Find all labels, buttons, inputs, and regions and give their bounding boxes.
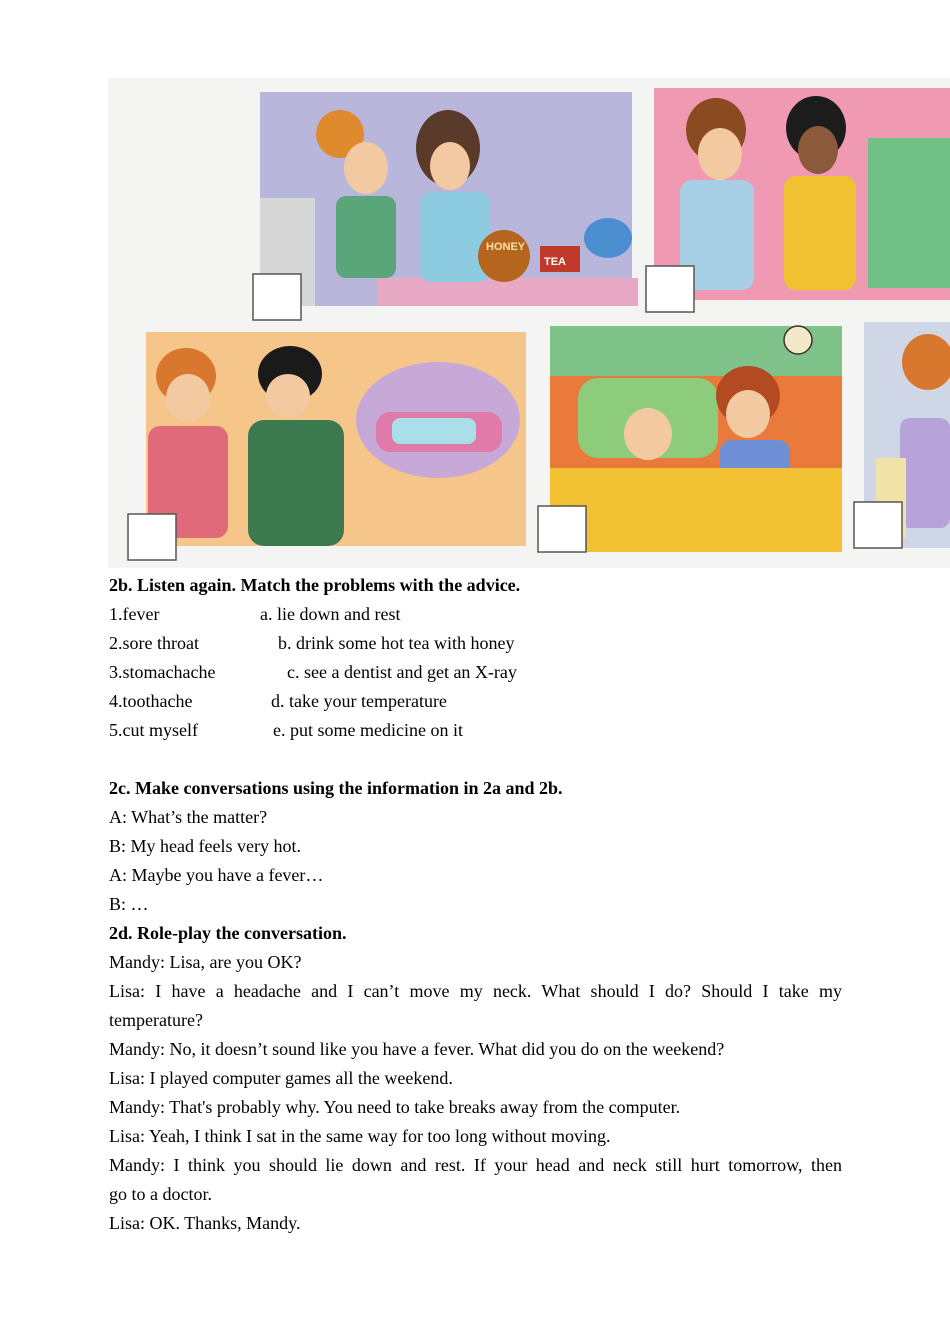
panel-toothache (646, 88, 950, 312)
problem-3: 3.stomachache (109, 662, 216, 682)
advice-c: c. see a dentist and get an X-ray (287, 662, 517, 682)
conversation-line: A: What’s the matter? (109, 807, 268, 827)
tea-box-label: TEA (544, 256, 566, 268)
dialogue-line: Mandy: No, it doesn’t sound like you have a fever. What did you do on the weekend? (109, 1039, 725, 1059)
dialogue-line: Lisa: I played computer games all the weekend. (109, 1068, 453, 1088)
advice-e: e. put some medicine on it (273, 720, 463, 740)
advice-a: a. lie down and rest (260, 604, 401, 624)
answer-box-4[interactable] (538, 506, 586, 552)
conversation-line: A: Maybe you have a fever… (109, 865, 324, 885)
problem-5: 5.cut myself (109, 720, 198, 740)
conversation-line: B: My head feels very hot. (109, 836, 301, 856)
answer-box-3[interactable] (128, 514, 176, 560)
answer-box-5[interactable] (854, 502, 902, 548)
problem-4: 4.toothache (109, 691, 193, 711)
problem-1: 1.fever (109, 604, 160, 624)
panel-fever (128, 332, 526, 560)
panel-headache (538, 326, 842, 552)
illustration-svg (108, 78, 950, 568)
advice-b: b. drink some hot tea with honey (278, 633, 515, 653)
dialogue-line: go to a doctor. (109, 1184, 212, 1204)
dialogue-line: Mandy: That's probably why. You need to take breaks away from the computer. (109, 1097, 681, 1117)
section-2c-heading: 2c. Make conversations using the information in 2a and 2b. (109, 778, 563, 798)
panel-sore-throat (253, 92, 638, 320)
dialogue-line: Lisa: Yeah, I think I sat in the same way for too long without moving. (109, 1126, 611, 1146)
dialogue-line: Mandy: I think you should lie down and rest. If your head and neck still hurt tomorrow, then (109, 1155, 842, 1175)
conversation-line: B: … (109, 894, 149, 914)
section-2b-heading: 2b. Listen again. Match the problems with the advice. (109, 575, 521, 595)
dialogue-line: Mandy: Lisa, are you OK? (109, 952, 302, 972)
dialogue-line: Lisa: OK. Thanks, Mandy. (109, 1213, 301, 1233)
honey-jar-label: HONEY (486, 241, 526, 253)
problem-2: 2.sore throat (109, 633, 199, 653)
advice-d: d. take your temperature (271, 691, 447, 711)
dialogue-line: temperature? (109, 1010, 203, 1030)
answer-box-1[interactable] (253, 274, 301, 320)
answer-box-2[interactable] (646, 266, 694, 312)
panel-cut (854, 322, 950, 548)
section-2d-heading: 2d. Role-play the conversation. (109, 923, 347, 943)
dialogue-line: Lisa: I have a headache and I can’t move my neck. What should I do? Should I take my (109, 981, 842, 1001)
textbook-illustration (108, 78, 950, 568)
